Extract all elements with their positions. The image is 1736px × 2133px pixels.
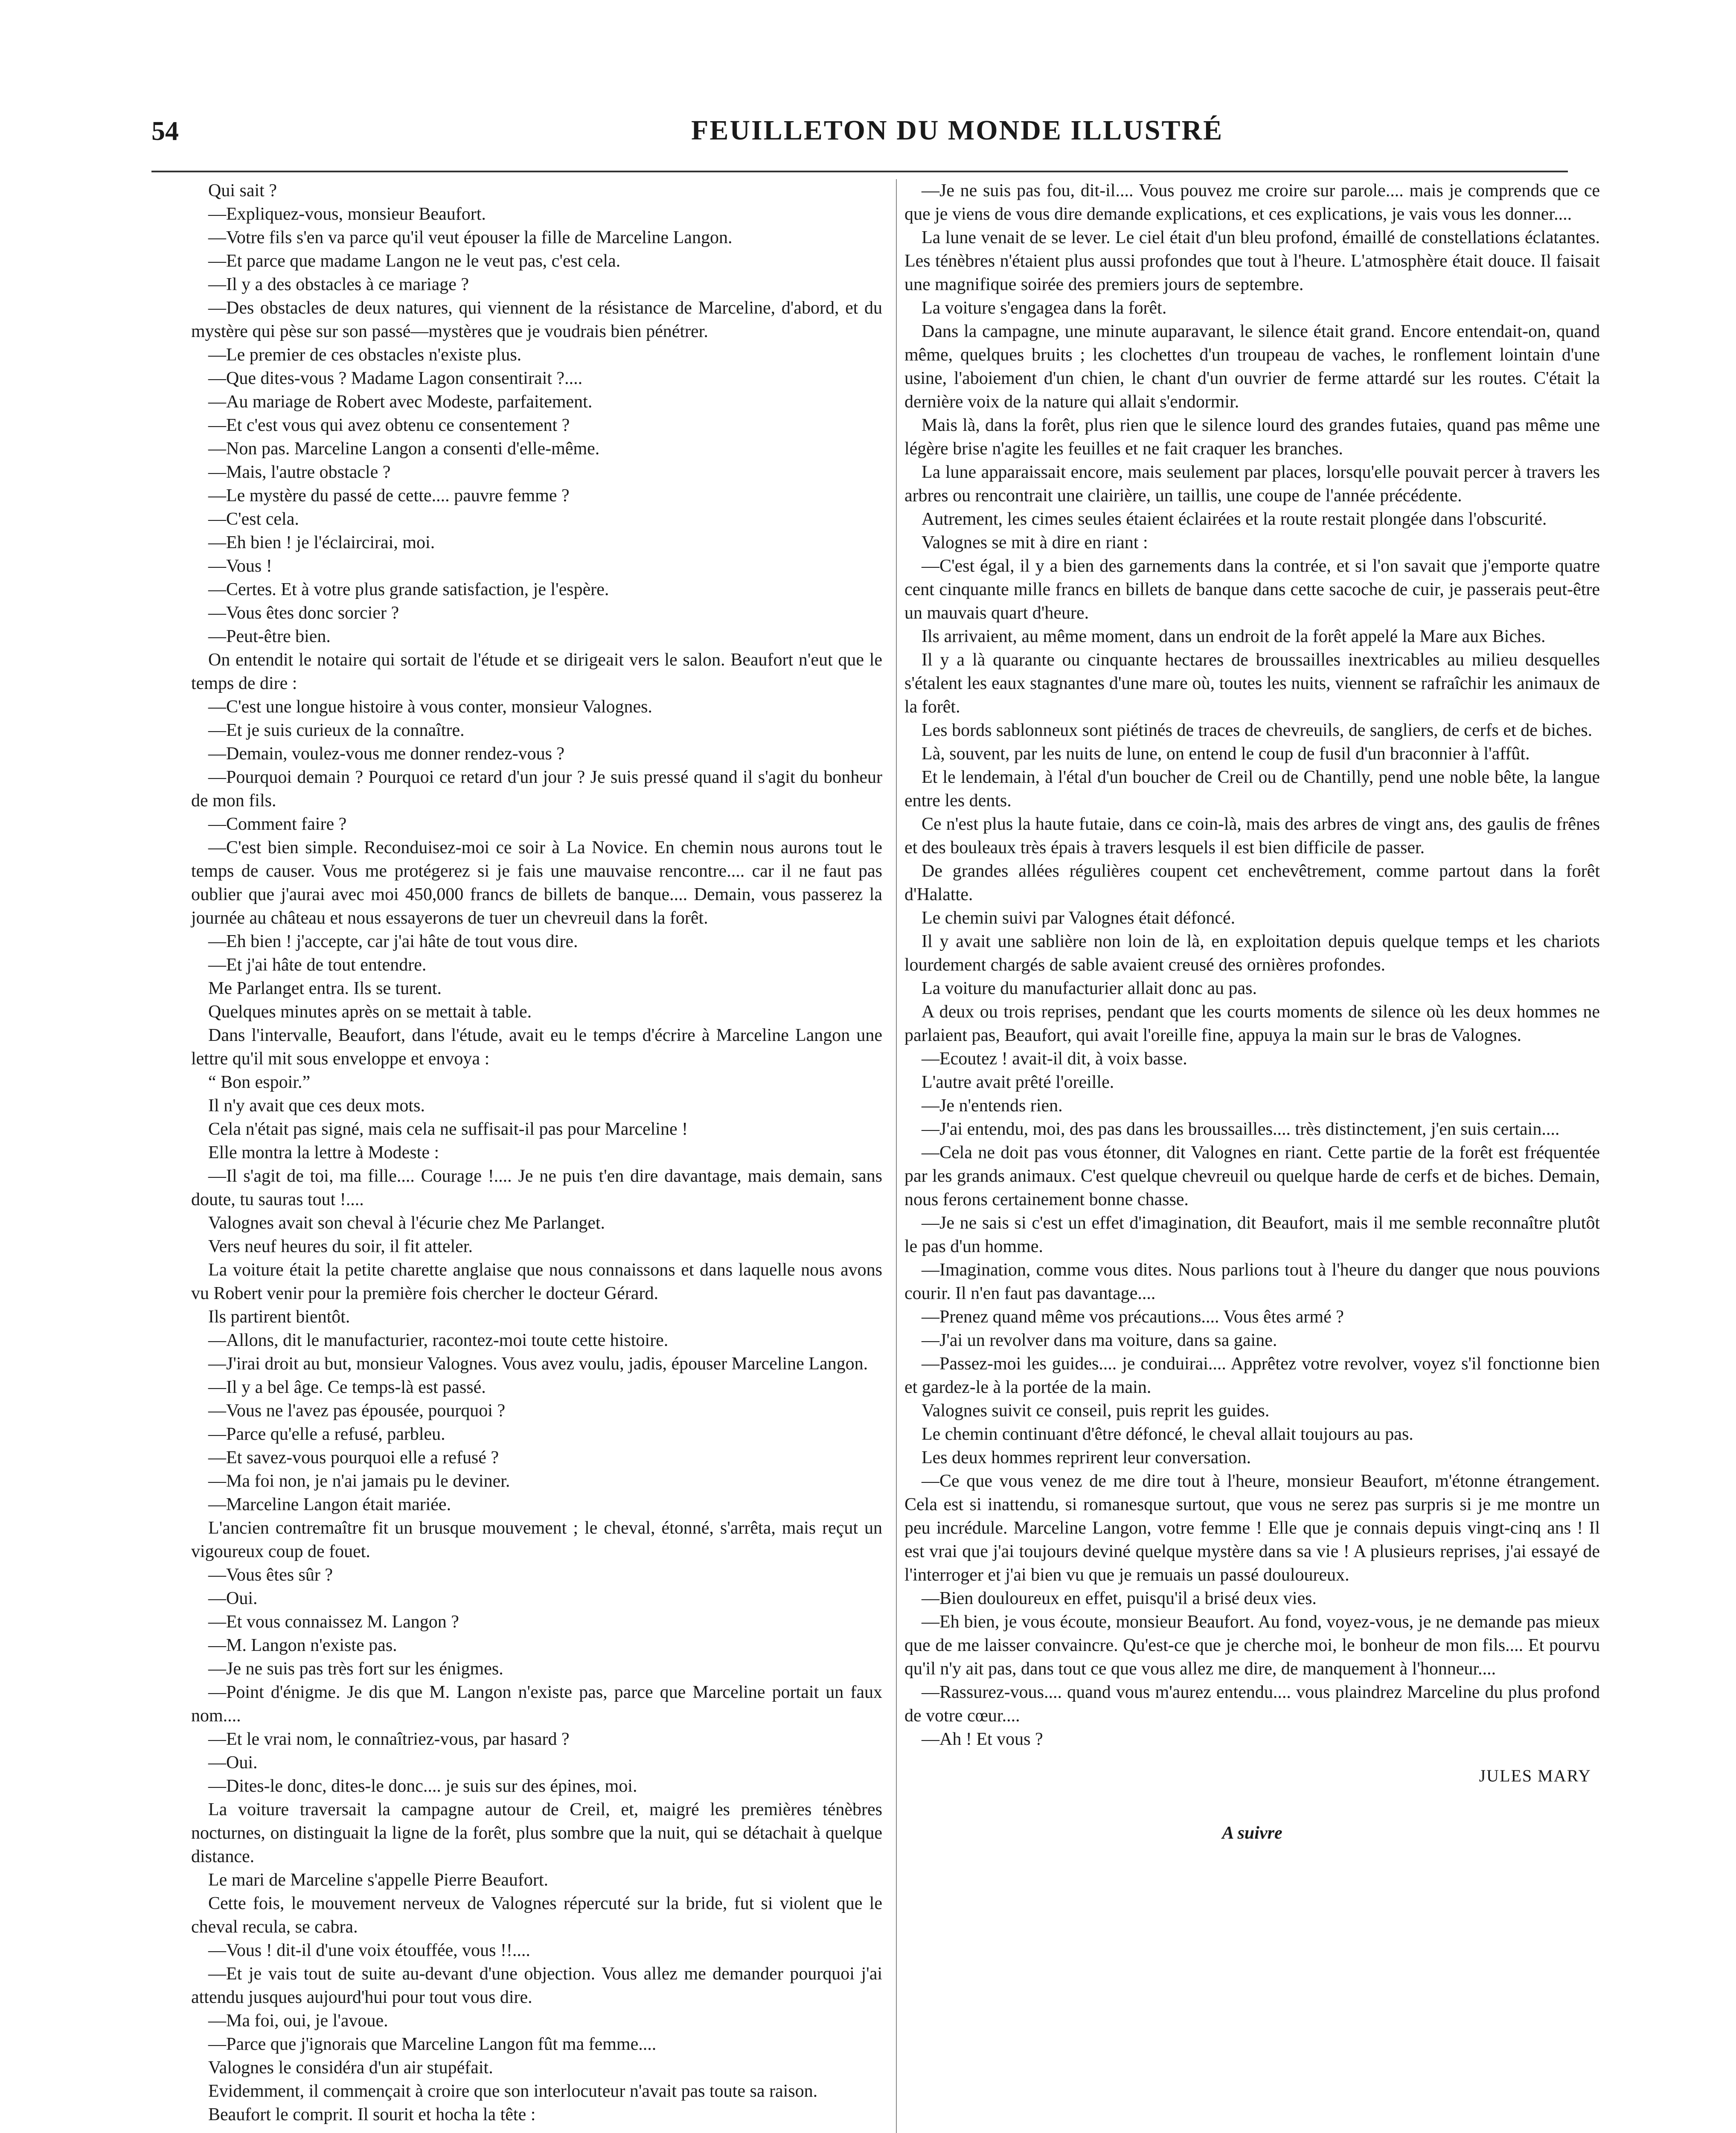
paragraph: —Ecoutez ! avait-il dit, à voix basse. — [922, 1049, 1187, 1069]
paragraph: Mais là, dans la forêt, plus rien que le silence lourd des grandes futaies, quand pas même une légère brise n'agite les feuilles et ne fait craquer les branches. — [904, 416, 1600, 459]
paragraph: La lune venait de se lever. Le ciel était d'un bleu profond, émaillé de constellations éclatantes. Les ténèbres n'étaient plus aussi profondes que tout à l'heure. L'atmosphère était douce. Il faisait une magnifique soirée des premiers jours de septembre. — [904, 228, 1600, 294]
paragraph: Ils arrivaient, au même moment, dans un endroit de la forêt appelé la Mare aux Biches. — [922, 627, 1546, 646]
paragraph: —Je ne suis pas très fort sur les énigmes. — [208, 1659, 503, 1679]
paragraph: Ils partirent bientôt. — [208, 1307, 350, 1327]
paragraph: —Vous ! — [208, 556, 272, 576]
paragraph: Il y avait une sablière non loin de là, en exploitation depuis quelque temps et les chariots lourdement chargés de sable avaient creusé des ornières profondes. — [904, 932, 1600, 975]
paragraph: —Imagination, comme vous dites. Nous parlions tout à l'heure du danger que nous pouvions courir. Il n'en faut pas davantage.... — [904, 1260, 1600, 1303]
paragraph: —Allons, dit le manufacturier, racontez-moi toute cette histoire. — [208, 1331, 669, 1350]
paragraph: —Au mariage de Robert avec Modeste, parfaitement. — [208, 392, 593, 412]
paragraph: Evidemment, il commençait à croire que son interlocuteur n'avait pas toute sa raison. — [208, 2081, 818, 2101]
paragraph: —Il s'agit de toi, ma fille.... Courage !.... Je ne puis t'en dire davantage, mais demain, sans doute, tu sauras tout !.... — [191, 1166, 882, 1209]
paragraph: —Oui. — [208, 1753, 258, 1773]
paragraph: —Vous êtes sûr ? — [208, 1565, 333, 1585]
paragraph: Le mari de Marceline s'appelle Pierre Beaufort. — [208, 1870, 549, 1890]
paragraph: —Passez-moi les guides.... je conduirai.... Apprêtez votre revolver, voyez s'il fonctionne bien et gardez-le à la portée de la main. — [904, 1354, 1600, 1397]
author-signature: JULES MARY — [1479, 1766, 1591, 1785]
paragraph: Les deux hommes reprirent leur conversation. — [922, 1448, 1251, 1468]
paragraph: —Expliquez-vous, monsieur Beaufort. — [208, 204, 486, 224]
header-rule — [151, 171, 1568, 172]
paragraph: Cette fois, le mouvement nerveux de Valognes répercuté sur la bride, fut si violent que le cheval recula, se cabra. — [191, 1894, 882, 1937]
paragraph: —Marceline Langon était mariée. — [208, 1495, 451, 1514]
paragraph: —C'est égal, il y a bien des garnements dans la contrée, et si l'on savait que j'emporte quatre cent cinquante mille francs en billets de banque dans cette sacoche de cuir, je passerais peut-être un mauvais quart d'heure. — [904, 556, 1600, 623]
paragraph: —Ma foi non, je n'ai jamais pu le deviner. — [208, 1471, 510, 1491]
paragraph: —Comment faire ? — [208, 814, 347, 834]
right-column-body — [904, 179, 1600, 1751]
left-column — [191, 179, 882, 2127]
paragraph: —Demain, voulez-vous me donner rendez-vous ? — [208, 744, 565, 764]
paragraph: La voiture traversait la campagne autour de Creil, et, maigré les premières ténèbres nocturnes, on distinguait la ligne de la forêt, plus sombre que la nuit, qui se détachait à quelque distance. — [191, 1800, 882, 1866]
paragraph: Il n'y avait que ces deux mots. — [208, 1096, 425, 1116]
paragraph: —Pourquoi demain ? Pourquoi ce retard d'un jour ? Je suis pressé quand il s'agit du bonheur de mon fils. — [191, 767, 882, 811]
paragraph: —Le mystère du passé de cette.... pauvre femme ? — [208, 486, 570, 506]
paragraph: —Vous êtes donc sorcier ? — [208, 603, 399, 623]
paragraph: Il y a là quarante ou cinquante hectares de broussailles inextricables au milieu desquelles s'étalent les eaux stagnantes d'une mare où, toutes les nuits, viennent se rafraîchir les animaux de la forêt. — [904, 650, 1600, 717]
paragraph: La lune apparaissait encore, mais seulement par places, lorsqu'elle pouvait percer à travers les arbres ou rencontrait une clairière, un taillis, une coupe de l'année précédente. — [904, 462, 1600, 506]
paragraph: —Ma foi, oui, je l'avoue. — [208, 2011, 388, 2031]
paragraph: —C'est bien simple. Reconduisez-moi ce soir à La Novice. En chemin nous aurons tout le temps de causer. Vous me protégerez si je fais une mauvaise rencontre.... car il ne faut pas oublier que j'aurai avec moi 450,000 francs de billets de banque.... Demain, vous passerez la journée au château et nous essayerons de tuer un chevreuil dans la forêt. — [191, 838, 882, 928]
paragraph: —Cela ne doit pas vous étonner, dit Valognes en riant. Cette partie de la forêt est fréquentée par les grands animaux. C'est quelque chevreuil ou quelque harde de cerfs et de biches. Demain, nous ferons certainement bonne chasse. — [904, 1143, 1600, 1209]
paragraph: —Le premier de ces obstacles n'existe plus. — [208, 345, 522, 365]
paragraph: A deux ou trois reprises, pendant que les courts moments de silence où les deux hommes ne parlaient pas, Beaufort, qui avait l'oreille fine, appuya la main sur le bras de Valognes. — [904, 1002, 1600, 1045]
page-number: 54 — [151, 116, 179, 146]
paragraph: —Je n'entends rien. — [922, 1096, 1063, 1116]
paragraph: —Point d'énigme. Je dis que M. Langon n'existe pas, parce que Marceline portait un faux nom.... — [191, 1683, 882, 1726]
paragraph: Et le lendemain, à l'étal d'un boucher de Creil ou de Chantilly, pend une noble bête, la langue entre les dents. — [904, 767, 1600, 811]
paragraph: —Que dites-vous ? Madame Lagon consentirait ?.... — [208, 369, 583, 388]
paragraph: On entendit le notaire qui sortait de l'étude et se dirigeait vers le salon. Beaufort n'eut que le temps de dire : — [191, 650, 882, 693]
paragraph: —Et je vais tout de suite au-devant d'une objection. Vous allez me demander pourquoi j'ai attendu jusques aujourd'hui pour tout vous dire. — [191, 1964, 882, 2007]
paragraph: —J'ai un revolver dans ma voiture, dans sa gaine. — [922, 1331, 1277, 1350]
paragraph: Dans la campagne, une minute auparavant, le silence était grand. Encore entendait-on, quand même, quelques bruits ; les clochettes d'un troupeau de vaches, le ronflement lointain d'une usine, l'aboiement d'un chien, le chant d'un ouvrier de ferme attardé sur les routes. C'était la dernière voix de la nature qui allait s'endormir. — [904, 322, 1600, 412]
paragraph: —Et je suis curieux de la connaître. — [208, 721, 465, 740]
paragraph: —Et savez-vous pourquoi elle a refusé ? — [208, 1448, 499, 1468]
paragraph: —Et vous connaissez M. Langon ? — [208, 1612, 459, 1632]
paragraph: —C'est cela. — [208, 509, 299, 529]
continuation-note: A suivre — [1222, 1823, 1282, 1843]
paragraph: —Oui. — [208, 1589, 258, 1608]
paragraph: —Eh bien ! je l'éclaircirai, moi. — [208, 533, 435, 552]
paragraph: L'autre avait prêté l'oreille. — [922, 1072, 1114, 1092]
paragraph: La voiture était la petite charette anglaise que nous connaissons et dans laquelle nous avons vu Robert venir pour la première fois chercher le docteur Gérard. — [191, 1260, 882, 1303]
right-column — [904, 179, 1600, 1845]
paragraph: —Je ne sais si c'est un effet d'imagination, dit Beaufort, mais il me semble reconnaître plutôt le pas d'un homme. — [904, 1213, 1600, 1256]
paragraph: Le chemin continuant d'être défoncé, le cheval allait toujours au pas. — [922, 1424, 1413, 1444]
paragraph: —Parce que j'ignorais que Marceline Langon fût ma femme.... — [208, 2034, 657, 2054]
column-divider — [896, 179, 897, 2133]
paragraph: Valognes avait son cheval à l'écurie chez Me Parlanget. — [208, 1213, 605, 1233]
paragraph: —Il y a bel âge. Ce temps-là est passé. — [208, 1377, 486, 1397]
paragraph: —Parce qu'elle a refusé, parbleu. — [208, 1424, 445, 1444]
paragraph: —J'ai entendu, moi, des pas dans les broussailles.... très distinctement, j'en suis certain.... — [922, 1119, 1560, 1139]
paragraph: —J'irai droit au but, monsieur Valognes. Vous avez voulu, jadis, épouser Marceline Langon. — [208, 1354, 868, 1374]
paragraph: —Peut-être bien. — [208, 627, 331, 646]
paragraph: Autrement, les cimes seules étaient éclairées et la route restait plongée dans l'obscurité. — [922, 509, 1547, 529]
paragraph: —Dites-le donc, dites-le donc.... je suis sur des épines, moi. — [208, 1776, 637, 1796]
paragraph: Le chemin suivi par Valognes était défoncé. — [922, 908, 1236, 928]
paragraph: “ Bon espoir.” — [208, 1072, 311, 1092]
paragraph: Vers neuf heures du soir, il fit atteler. — [208, 1237, 473, 1256]
paragraph: —Ah ! Et vous ? — [922, 1729, 1043, 1749]
paragraph: —Et parce que madame Langon ne le veut pas, c'est cela. — [208, 251, 621, 271]
paragraph: Là, souvent, par les nuits de lune, on entend le coup de fusil d'un braconnier à l'affût. — [922, 744, 1530, 764]
paragraph: Dans l'intervalle, Beaufort, dans l'étude, avait eu le temps d'écrire à Marceline Langon une lettre qu'il mit sous enveloppe et envoya : — [191, 1026, 882, 1069]
paragraph: Qui sait ? — [208, 181, 277, 201]
paragraph: —Et le vrai nom, le connaîtriez-vous, par hasard ? — [208, 1729, 570, 1749]
paragraph: Quelques minutes après on se mettait à table. — [208, 1002, 532, 1022]
paragraph: Me Parlanget entra. Ils se turent. — [208, 979, 442, 998]
paragraph: —M. Langon n'existe pas. — [208, 1636, 397, 1655]
paragraph: —Non pas. Marceline Langon a consenti d'elle-même. — [208, 439, 600, 459]
paragraph: La voiture du manufacturier allait donc au pas. — [922, 979, 1257, 998]
paragraph: —Bien douloureux en effet, puisqu'il a brisé deux vies. — [922, 1589, 1317, 1608]
paragraph: La voiture s'engagea dans la forêt. — [922, 298, 1167, 318]
paragraph: —Prenez quand même vos précautions.... Vous êtes armé ? — [922, 1307, 1344, 1327]
paragraph: —Eh bien ! j'accepte, car j'ai hâte de tout vous dire. — [208, 932, 578, 951]
paragraph: —Rassurez-vous.... quand vous m'aurez entendu.... vous plaindrez Marceline du plus profond de votre cœur.... — [904, 1683, 1600, 1726]
paragraph: —Je ne suis pas fou, dit-il.... Vous pouvez me croire sur parole.... mais je comprends que ce que je viens de vous dire demande explications, et ces explications, je vais vous les donner.... — [904, 181, 1600, 224]
paragraph: —Eh bien, je vous écoute, monsieur Beaufort. Au fond, voyez-vous, je ne demande pas mieux que de me laisser convaincre. Qu'est-ce que je cherche moi, le bonheur de mon fils.... Et pourvu qu'il n'y ait pas, dans tout ce que vous allez me dire, de manquement à l'honneur.... — [904, 1612, 1600, 1679]
paragraph: Les bords sablonneux sont piétinés de traces de chevreuils, de sangliers, de cerfs et de biches. — [922, 721, 1593, 740]
paragraph: Cela n'était pas signé, mais cela ne suffisait-il pas pour Marceline ! — [208, 1119, 688, 1139]
paragraph: —Et c'est vous qui avez obtenu ce consentement ? — [208, 416, 570, 435]
paragraph: —Vous ne l'avez pas épousée, pourquoi ? — [208, 1401, 506, 1421]
paragraph: Valognes suivit ce conseil, puis reprit les guides. — [922, 1401, 1270, 1421]
paragraph: L'ancien contremaître fit un brusque mouvement ; le cheval, étonné, s'arrêta, mais reçut un vigoureux coup de fouet. — [191, 1518, 882, 1561]
paragraph: —Des obstacles de deux natures, qui viennent de la résistance de Marceline, d'abord, et du mystère qui pèse sur son passé—mystères que je voudrais bien pénétrer. — [191, 298, 882, 341]
paragraph: Beaufort le comprit. Il sourit et hocha la tête : — [208, 2105, 536, 2124]
paragraph: —Ce que vous venez de me dire tout à l'heure, monsieur Beaufort, m'étonne étrangement. Cela est si inattendu, si romanesque surtout, que vous ne serez pas surpris si je me montre un peu incrédule. Marceline Langon, votre femme ! Elle que je connais depuis vingt-cinq ans ! Il est vrai que j'ai toujours deviné quelque mystère dans sa vie ! A plusieurs reprises, j'ai essayé de l'interroger et j'ai bien vu que je remuais un passé douloureux. — [904, 1471, 1600, 1585]
paragraph: —Votre fils s'en va parce qu'il veut épouser la fille de Marceline Langon. — [208, 228, 733, 247]
paragraph: Elle montra la lettre à Modeste : — [208, 1143, 439, 1162]
page-header-title: FEUILLETON DU MONDE ILLUSTRÉ — [691, 115, 1224, 146]
paragraph: —Il y a des obstacles à ce mariage ? — [208, 275, 469, 294]
paragraph: —C'est une longue histoire à vous conter, monsieur Valognes. — [208, 697, 652, 717]
paragraph: De grandes allées régulières coupent cet enchevêtrement, comme partout dans la forêt d'Halatte. — [904, 861, 1600, 904]
paragraph: Ce n'est plus la haute futaie, dans ce coin-là, mais des arbres de vingt ans, des gaulis de frênes et des bouleaux très épais à travers lesquels il est bien difficile de passer. — [904, 814, 1600, 857]
paragraph: Valognes le considéra d'un air stupéfait. — [208, 2058, 493, 2078]
paragraph: —Mais, l'autre obstacle ? — [208, 462, 391, 482]
paragraph: —Et j'ai hâte de tout entendre. — [208, 955, 427, 975]
paragraph: —Certes. Et à votre plus grande satisfaction, je l'espère. — [208, 580, 609, 599]
paragraph: Valognes se mit à dire en riant : — [922, 533, 1148, 552]
paragraph: —Vous ! dit-il d'une voix étouffée, vous !!.... — [208, 1941, 530, 1960]
